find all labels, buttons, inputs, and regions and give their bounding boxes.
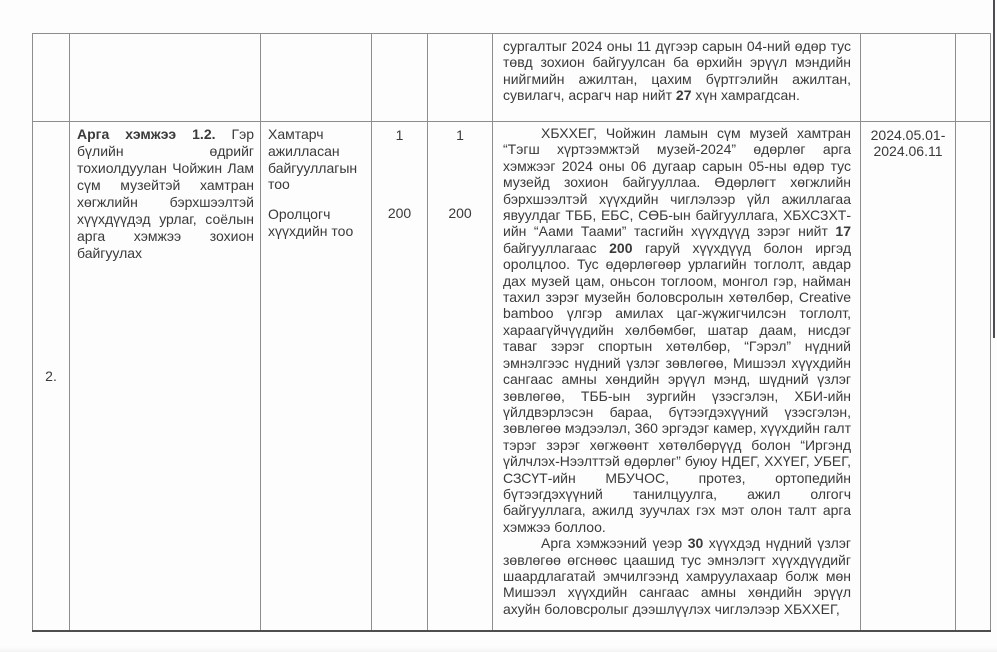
period-cell-empty: [861, 34, 956, 122]
scan-edge-artifact: [993, 0, 995, 338]
margin-cell-empty: [956, 34, 991, 122]
plan-value-organizations: 1: [395, 127, 404, 143]
table-row-continuation: [33, 34, 991, 122]
actual-value-children: 200: [448, 205, 472, 222]
result-paragraph-2: Арга хэмжээний үеэр 30 хүүхдэд нүдний үзлэг зөвлөгөө өгснөөс цаашид тус эмнэлэгт хүүхдүүдийг шаардлагатай эмчилгээнд хамруулахаар болж мөн Мишээл хүүхдийн сангаас амны хөндийн эрүүл ахуйн боловсролыг дээшлүүлэх чиглэлээр ХБХХЕГ,: [503, 535, 852, 617]
margin-cell-empty-2: [956, 122, 991, 632]
actual-cell-empty: [428, 34, 493, 122]
plan-cell-empty: [372, 34, 428, 122]
result-text-continuation: сургалтыг 2024 оны 11 дүгээр сарын 04-ний өдөр тус төвд зохион байгуулсан ба өрхийн эрүүл мэндийн нийгмийн ажилтан, цахим бүртгэлийн ажилтан, сувилагч, асрагч нар нийт 27 хүн хамрагдсан.: [493, 34, 861, 122]
result-text-cell: [493, 122, 861, 632]
description-cell-empty: [70, 34, 261, 122]
row-number: 2.: [33, 122, 70, 632]
activity-description: Арга хэмжээ 1.2. Гэр бүлийн өдрийг тохиолдуулан Чойжин Лам сүм музейтэй хамтран хөгжлийн бэрхшээлтэй хүүхдүүдэд урлаг, соёлын арга хэмжээ зохион байгуулах: [70, 122, 261, 632]
table-row-activity-1-2: [33, 122, 991, 632]
plan-values-cell: [372, 122, 428, 632]
indicator-label-children: Оролцогч хүүхдийн тоо: [268, 206, 354, 239]
scan-bottom-shading: [0, 646, 997, 652]
indicator-cell-empty: [261, 34, 372, 122]
result-paragraph-1: ХБХХЕГ, Чойжин ламын сүм музей хамтран “Тэгш хүртээмжтэй музей-2024” өдөрлөг арга хэмжээг 2024 оны 06 дугаар сарын 05-ны өдөр тус музейд зохион байгууллаа. Өдөрлөгт хөгжлийн бэрхшээлтэй хүүхдийн чиглэлээр үйл ажиллагаа явуулдаг ТББ, ЕБС, СӨБ-ын байгууллага, ХБХСЗХТ-ийн “Аами Таами” тасгийн хүүхдүүд зэрэг нийт 17 байгууллагаас 200 гаруй хүүхдүүд болон иргэд оролцлоо. Тус өдөрлөгөөр урлагийн тоглолт, авдар дах музей цам, оньсон тоглоом, монгол гэр, найман тахил зэрэг музейн боловсролын хөтөлбөр, Creative bamboo үлгэр амилах цаг-жүжигчилсэн тоглолт, хараагүйчүүдийн хөлбөмбөг, шатар даам, нисдэг таваг зэрэг спортын хөтөлбөр, “Гэрэл” нүдний эмнэлгээс нүдний үзлэг зөвлөгөө, Мишээл хүүхдийн сангаас амны хөндийн эрүүл мэнд, шүдний үзлэг зөвлөгөө, ТББ-ын зургийн үзэсгэлэн, ХБИ-ийн үйлдвэрлэсэн бараа, бүтээгдэхүүний үзэсгэлэн, зөвлөгөө мэдээлэл, 360 эргэдэг камер, хүүхдийн галт тэрэг зэрэг хөгжөөнт хөтөлбөрүүд болон “Иргэнд үйлчлэх-Нээлттэй өдөрлөг” буюу НДЕГ, ХХҮЕГ, УБЕГ, СЗСҮТ-ийн МБУЧОС, протез, ортопедийн бүтээгдэхүүний танилцуулга, ажил олгогч байгууллага, ажилд зуучлах гэх мэт олон талт арга хэмжээ боллоо.: [503, 125, 851, 535]
number-cell-empty: [33, 34, 70, 122]
period-value: 2024.05.01-2024.06.11: [861, 122, 956, 632]
indicator-label-organizations: Хамтарч ажилласан байгууллагын тоо: [268, 126, 358, 193]
plan-value-children: 200: [387, 205, 412, 222]
actual-values-cell: [428, 122, 493, 632]
activity-report-table: [32, 33, 991, 632]
actual-value-organizations: 1: [456, 127, 464, 143]
indicator-labels-cell: [261, 122, 372, 632]
